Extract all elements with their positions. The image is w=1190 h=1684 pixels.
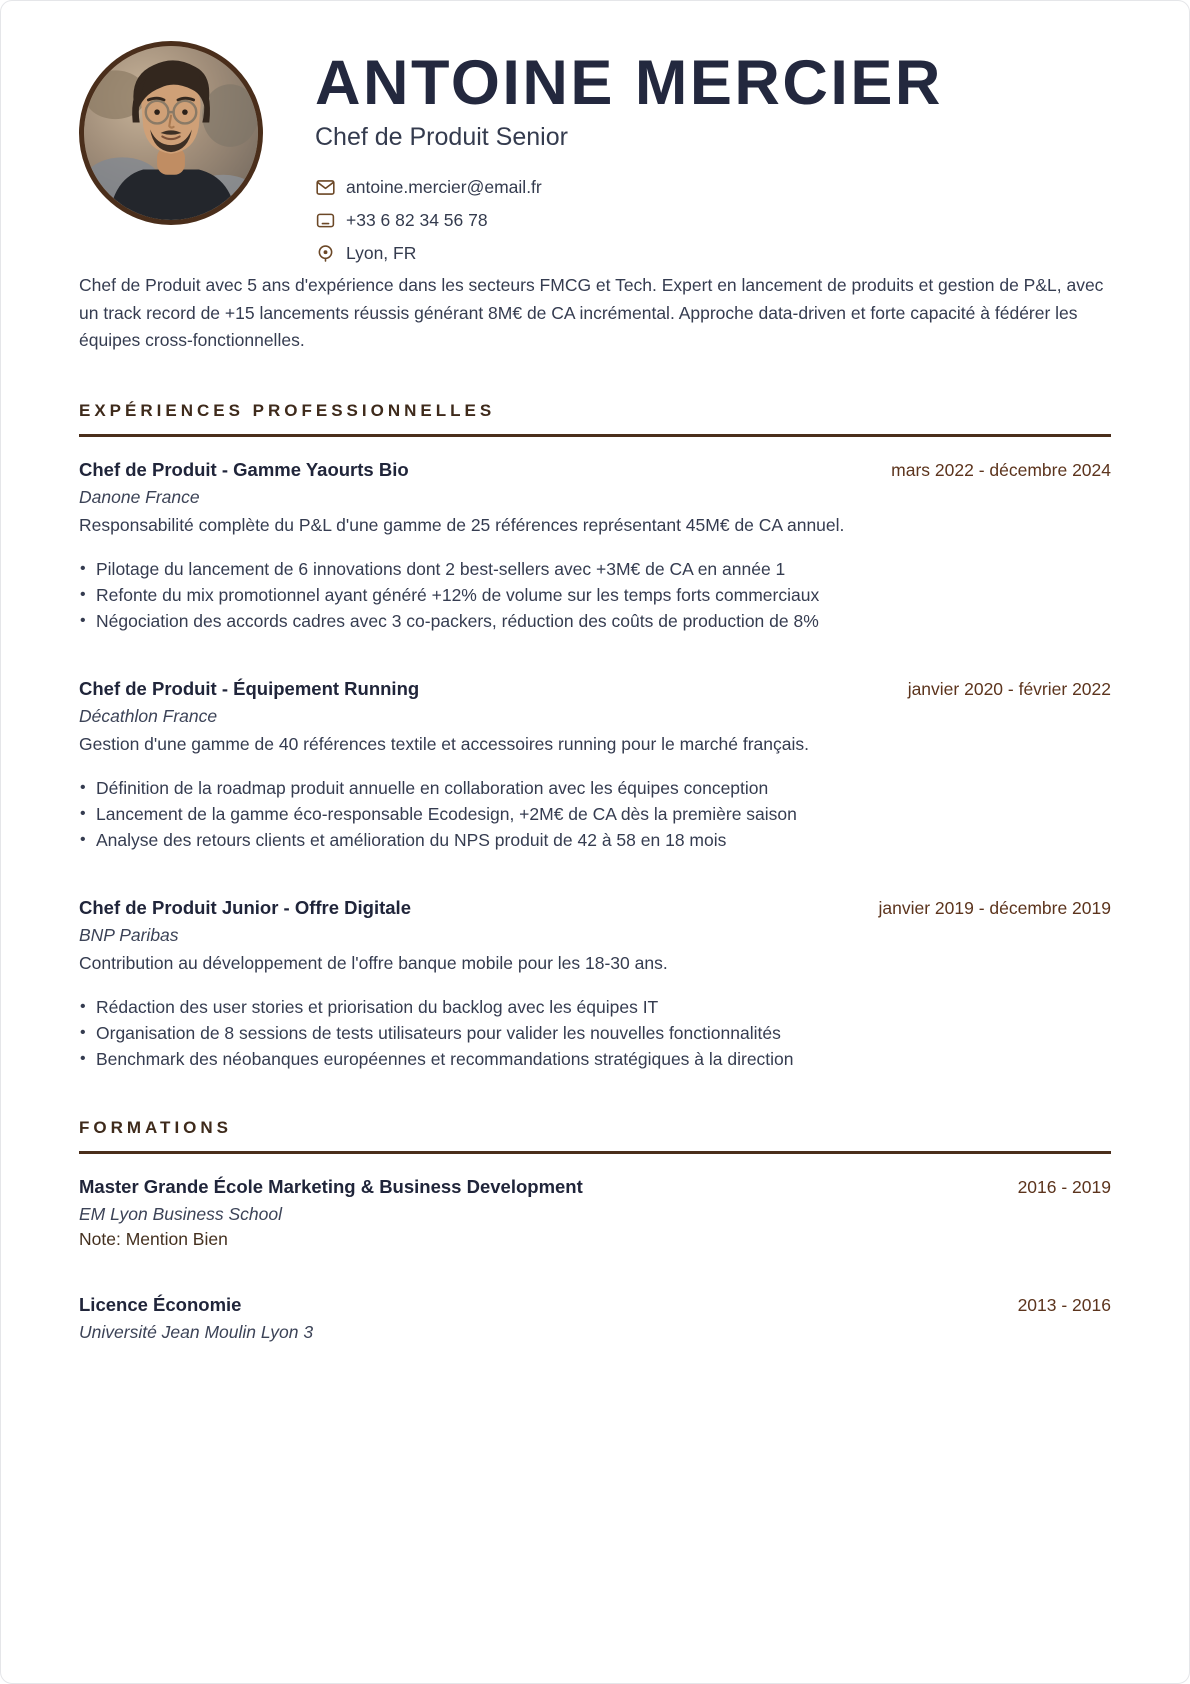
job-bullet: • Organisation de 8 sessions de tests utilisateurs pour valider les nouvelles fonctionnalités: [79, 1020, 1111, 1046]
job-company: Décathlon France: [79, 705, 218, 726]
job-description: Responsabilité complète du P&L d'une gamme de 25 références représentant 45M€ de CA annuel.: [79, 514, 845, 535]
job-description: Contribution au développement de l'offre banque mobile pour les 18-30 ans.: [79, 952, 668, 973]
job-dates: mars 2022 - décembre 2024: [891, 459, 1111, 480]
job-bullets: [79, 994, 1111, 1072]
contact-email-text: antoine.mercier@email.fr: [346, 177, 542, 198]
section-divider: [79, 1151, 1111, 1154]
job-bullet: • Benchmark des néobanques européennes et recommandations stratégiques à la direction: [79, 1046, 1111, 1072]
education-entry-master: [79, 1176, 1111, 1250]
email-icon: [315, 177, 336, 198]
education-title-row: [79, 1294, 1111, 1316]
job-bullet: • Lancement de la gamme éco-responsable Ecodesign, +2M€ de CA dès la première saison: [79, 801, 1111, 827]
profile-summary: Chef de Produit avec 5 ans d'expérience dans les secteurs FMCG et Tech. Expert en lancement de produits et gestion de P&L, avec un track record de +15 lancements réussis générant 8M€ de CA incrémental. Approche data-driven et forte capacité à fédérer les équipes cross-fonctionnelles.: [79, 275, 1104, 351]
contact-location: [315, 243, 943, 264]
job-title: Chef de Produit Junior - Offre Digitale: [79, 896, 411, 918]
job-title: Chef de Produit - Équipement Running: [79, 677, 420, 699]
experience-heading: EXPÉRIENCES PROFESSIONNELLES: [79, 400, 496, 420]
profile-photo-illustration: [84, 46, 258, 220]
job-company: Danone France: [79, 486, 200, 507]
job-bullets: [79, 556, 1111, 634]
education-title-row: [79, 1176, 1111, 1198]
contact-location-text: Lyon, FR: [346, 243, 417, 264]
location-pin-icon: [315, 243, 336, 264]
section-divider: [79, 434, 1111, 437]
profile-photo: [79, 41, 263, 225]
education-dates: 2013 - 2016: [1017, 1294, 1111, 1315]
job-bullet: • Définition de la roadmap produit annuelle en collaboration avec les équipes conception: [79, 775, 1111, 801]
job-entry-danone: [79, 459, 1111, 634]
job-entry-decathlon: [79, 678, 1111, 853]
school-name: EM Lyon Business School: [79, 1203, 282, 1224]
contact-email: [315, 177, 943, 198]
job-bullet: • Pilotage du lancement de 6 innovations dont 2 best-sellers avec +3M€ de CA en année 1: [79, 556, 1111, 582]
header-text-block: [315, 41, 943, 264]
job-entry-bnp: [79, 897, 1111, 1072]
candidate-headline: Chef de Produit Senior: [315, 123, 568, 152]
job-title-row: [79, 459, 1111, 481]
education-heading: FORMATIONS: [79, 1117, 233, 1137]
job-dates: janvier 2019 - décembre 2019: [878, 897, 1111, 918]
job-title-row: [79, 897, 1111, 919]
contact-list: [315, 177, 943, 264]
job-bullet: • Négociation des accords cadres avec 3 co-packers, réduction des coûts de production de 8%: [79, 608, 1111, 634]
school-name: Université Jean Moulin Lyon 3: [79, 1321, 314, 1342]
job-dates: janvier 2020 - février 2022: [907, 678, 1111, 699]
education-entry-licence: [79, 1294, 1111, 1343]
contact-phone: [315, 210, 943, 231]
section-experience: [79, 401, 1111, 1072]
degree-title: Licence Économie: [79, 1293, 242, 1315]
degree-title: Master Grande École Marketing & Business Development: [79, 1175, 583, 1197]
job-description: Gestion d'une gamme de 40 références textile et accessoires running pour le marché français.: [79, 733, 809, 754]
job-title-row: [79, 678, 1111, 700]
section-education: [79, 1118, 1111, 1343]
job-bullet: • Rédaction des user stories et priorisation du backlog avec les équipes IT: [79, 994, 1111, 1020]
job-company: BNP Paribas: [79, 924, 179, 945]
education-note: Note: Mention Bien: [79, 1228, 228, 1249]
candidate-name: ANTOINE MERCIER: [315, 48, 943, 118]
resume-header: [79, 41, 1111, 264]
job-bullet: • Refonte du mix promotionnel ayant généré +12% de volume sur les temps forts commerciaux: [79, 582, 1111, 608]
job-bullets: [79, 775, 1111, 853]
education-dates: 2016 - 2019: [1017, 1176, 1111, 1197]
phone-icon: [315, 210, 336, 231]
contact-phone-text: +33 6 82 34 56 78: [346, 210, 488, 231]
job-title: Chef de Produit - Gamme Yaourts Bio: [79, 458, 409, 480]
job-bullet: • Analyse des retours clients et amélioration du NPS produit de 42 à 58 en 18 mois: [79, 827, 1111, 853]
